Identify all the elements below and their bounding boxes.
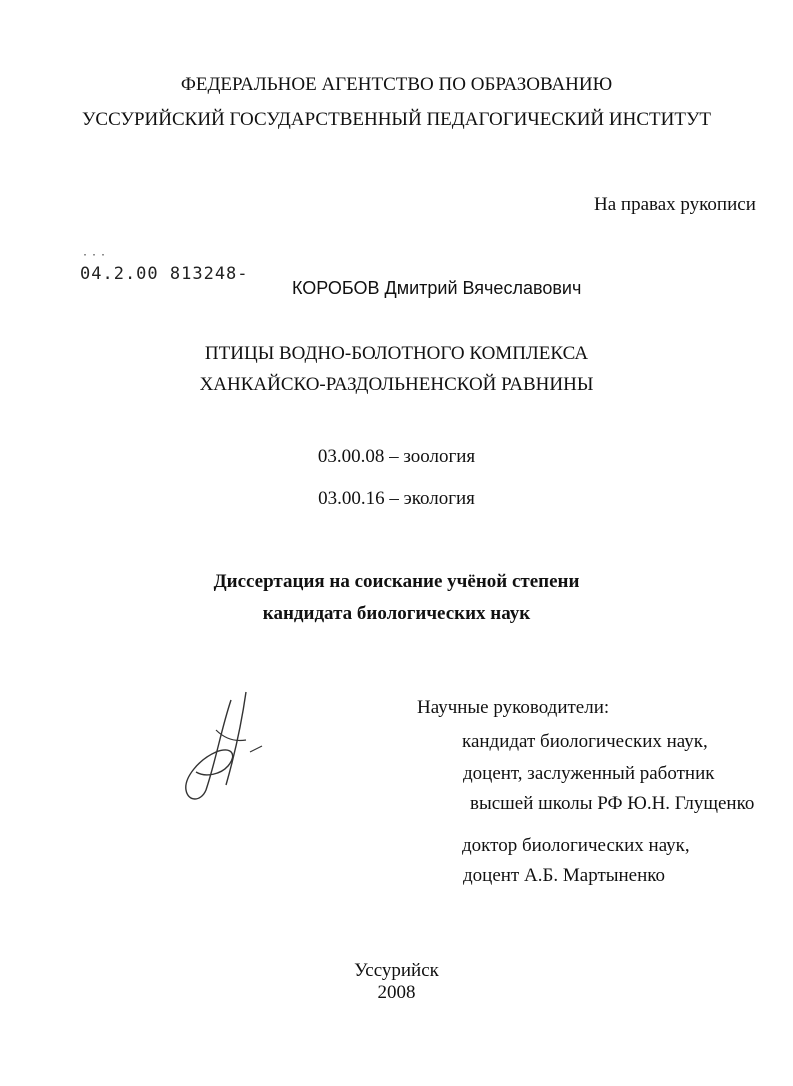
year: 2008: [377, 982, 416, 1003]
supervisor2-line1: доктор биологических наук,: [462, 835, 690, 856]
institute-name: УССУРИЙСКИЙ ГОСУДАРСТВЕННЫЙ ПЕДАГОГИЧЕСКИЙ ИНСТИТУТ: [81, 109, 712, 130]
degree-line1: Диссертация на соискание учёной степени: [213, 571, 580, 592]
signature: [176, 690, 276, 810]
thesis-title-line1: ПТИЦЫ ВОДНО-БОЛОТНОГО КОМПЛЕКСА: [204, 343, 589, 364]
degree-line2: кандидата биологических наук: [262, 603, 531, 624]
supervisors-heading: Научные руководители:: [417, 697, 610, 718]
manuscript-note: На правах рукописи: [594, 194, 756, 215]
city: Уссурийск: [354, 960, 439, 981]
supervisor1-line2: доцент, заслуженный работник: [463, 763, 715, 784]
thesis-title-line2: ХАНКАЙСКО-РАЗДОЛЬНЕНСКОЙ РАВНИНЫ: [199, 374, 594, 395]
specialty-zoology: 03.00.08 – зоология: [317, 446, 476, 467]
supervisor1-line3: высшей школы РФ Ю.Н. Глущенко: [470, 793, 755, 814]
stamp-number: 04.2.00 813248: [80, 264, 238, 284]
supervisor2-line2: доцент А.Б. Мартыненко: [463, 865, 666, 886]
specialty-ecology: 03.00.16 – экология: [318, 488, 475, 509]
author-name: КОРОБОВ Дмитрий Вячеславович: [292, 278, 582, 298]
stamp-marks: ···: [82, 250, 110, 261]
signature-stroke-4: [250, 746, 262, 752]
registration-stamp: [80, 264, 249, 284]
agency-name: ФЕДЕРАЛЬНОЕ АГЕНТСТВО ПО ОБРАЗОВАНИЮ: [180, 74, 613, 95]
supervisor1-line1: кандидат биологических наук,: [462, 731, 708, 752]
stamp-tail: -: [237, 264, 249, 284]
